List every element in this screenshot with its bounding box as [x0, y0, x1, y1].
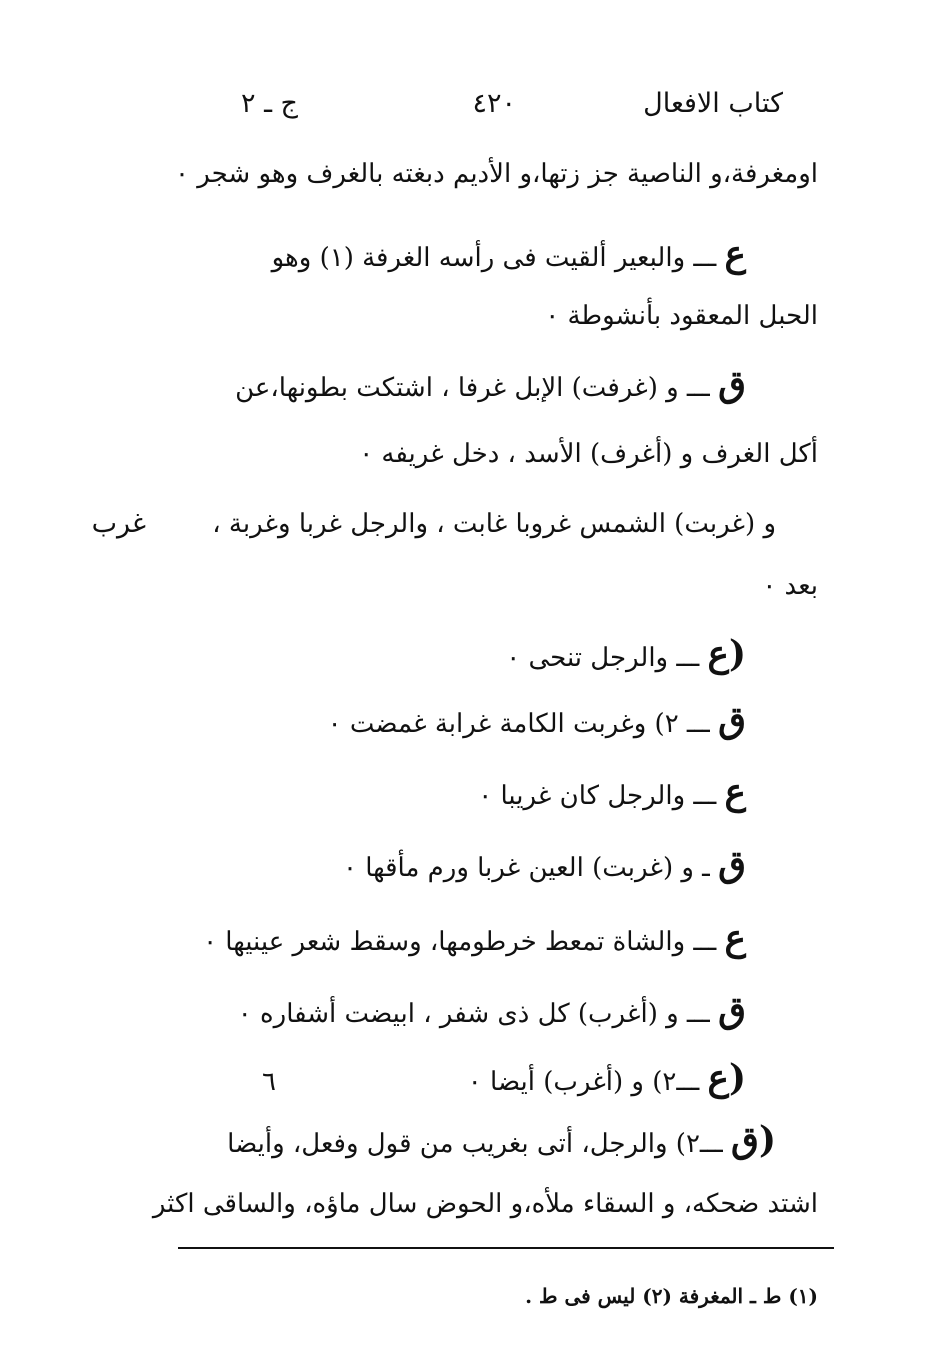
entry-marker: ع — [724, 233, 746, 275]
body-line: (ع ـــ٢) و (أغرب) أيضا ٠ — [467, 1057, 746, 1099]
book-title: كتاب الافعال — [643, 88, 783, 119]
body-line: ع ـــ والرجل كان غريبا ٠ — [478, 771, 746, 813]
entry-marker: ع — [724, 917, 746, 959]
footnote: (١) ط ـ المغرفة (٢) ليس فى ط . — [525, 1284, 818, 1308]
body-line: ع ـــ والبعير ألقيت فى رأسه الغرفة (١) وهو — [271, 233, 746, 275]
body-line: ق ـ و (غربت) العين غربا ورم مأقها ٠ — [342, 843, 746, 885]
entry-marker: ق — [718, 989, 746, 1031]
body-line: (ق ـــ٢) والرجل، أتى بغريب من قول وفعل، وأيضا — [227, 1119, 776, 1161]
margin-heading: غرب — [91, 508, 146, 539]
body-line: الحبل المعقود بأنشوطة ٠ — [545, 301, 818, 331]
body-line: اومغرفة،و الناصية جز زتها،و الأديم دبغته بالغرف وهو شجر ٠ — [175, 159, 818, 189]
body-line: (ع ـــ والرجل تنحى ٠ — [506, 633, 746, 675]
footnote-divider — [178, 1247, 834, 1249]
body-line: ع ـــ والشاة تمعط خرطومها، وسقط شعر عينيها ٠ — [203, 917, 746, 959]
entry-marker: (ق — [731, 1119, 776, 1161]
page-number: ٤٢٠ — [472, 88, 516, 119]
body-line: اشتد ضحكه، و السقاء ملأه،و الحوض سال ماؤه، والساقى اكثر — [152, 1189, 818, 1219]
entry-marker: ع — [724, 771, 746, 813]
body-line: أكل الغرف و (أغرف) الأسد ، دخل غريفه ٠ — [359, 439, 818, 469]
entry-marker: ق — [718, 843, 746, 885]
stray-mark: ٦ — [262, 1067, 276, 1097]
body-line: و (غربت) الشمس غروبا غابت ، والرجل غربا وغربة ، — [212, 509, 776, 539]
body-line: ق ـــ ٢) وغربت الكامة غرابة غمضت ٠ — [327, 699, 746, 741]
entry-marker: ق — [718, 363, 746, 405]
body-line: بعد ٠ — [762, 571, 818, 601]
entry-marker: (ع — [707, 1057, 746, 1099]
body-line: ق ـــ و (غرفت) الإبل غرفا ، اشتكت بطونها،عن — [235, 363, 746, 405]
entry-marker: (ع — [707, 633, 746, 675]
volume-label: ج ـ ٢ — [240, 88, 298, 119]
entry-marker: ق — [718, 699, 746, 741]
body-line: ق ـــ و (أغرب) كل ذى شفر ، ابيضت أشفاره ٠ — [237, 989, 746, 1031]
